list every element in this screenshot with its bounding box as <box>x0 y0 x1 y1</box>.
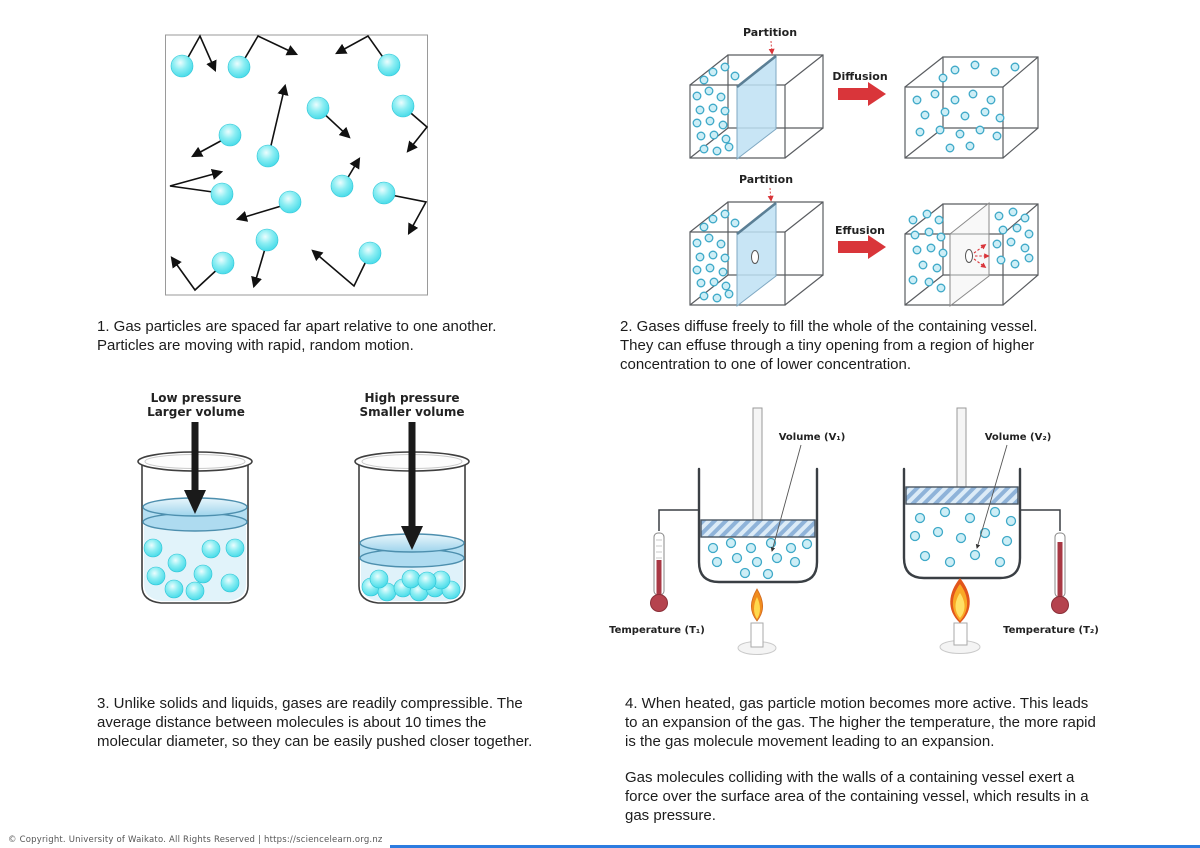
temperature-t1-label: Temperature (T₁) <box>609 625 705 636</box>
high-pressure-label-1: High pressure <box>364 391 460 405</box>
compressibility-diagram <box>105 386 515 626</box>
piston-rod <box>753 408 762 522</box>
random-motion-diagram <box>165 30 430 300</box>
diffusion-right-cube <box>905 57 1038 158</box>
caption-2: 2. Gases diffuse freely to fill the whole of the containing vessel. They can effuse through a tiny opening from a region of higher concentration to one of lower concentration. <box>620 318 1038 373</box>
diffusion-effusion-diagram <box>655 20 1095 310</box>
diffusion-left-cube <box>690 55 823 159</box>
candle-body <box>751 623 763 647</box>
partition-label-1: Partition <box>742 26 798 39</box>
high-pressure-beaker <box>355 422 469 603</box>
volume-v1-label: Volume (V₁) <box>778 432 846 443</box>
thermometer-link <box>1020 510 1060 531</box>
piston-plate <box>701 520 815 537</box>
caption-4-paragraph-2: Gas molecules colliding with the walls of a containing vessel exert a force over the surface area of the containing vessel, which results in a gas pressure. <box>625 769 1089 824</box>
effusion-hole <box>752 251 759 264</box>
temperature-t2-label: Temperature (T₂) <box>1003 625 1099 636</box>
caption-4-paragraph-1: 4. When heated, gas particle motion becomes more active. This leads to an expansion of the gas. The higher the temperature, the more rapid is the gas molecule movement leading to an expansion. <box>625 695 1096 750</box>
flame-icon <box>950 578 970 623</box>
burner-large <box>940 578 980 654</box>
flame-icon <box>751 589 762 621</box>
gas-particles <box>709 539 812 579</box>
volume-v2-label: Volume (V₂) <box>984 432 1052 443</box>
piston-force-arrow-icon <box>401 422 423 550</box>
caption-1: 1. Gas particles are spaced far apart relative to one another. Particles are moving with rapid, random motion. <box>97 318 497 354</box>
thermometer-link <box>659 510 699 531</box>
diffusion-arrow-icon <box>838 82 886 106</box>
high-pressure-label-2: Smaller volume <box>359 405 465 419</box>
gas-particles <box>911 508 1016 567</box>
apparatus-t1 <box>609 408 845 655</box>
effusion-arrow-icon <box>838 235 886 259</box>
copyright-notice: © Copyright. University of Waikato. All Rights Reserved | https://sciencelearn.org.nz <box>8 835 383 845</box>
low-pressure-beaker <box>138 422 252 603</box>
piston-plate <box>906 487 1018 504</box>
effusion-right-cube <box>905 203 1038 306</box>
low-pressure-label-2: Larger volume <box>147 405 245 419</box>
thermometer-icon <box>1052 533 1069 614</box>
effusion-hole-2 <box>966 250 973 263</box>
low-pressure-label-1: Low pressure <box>150 391 242 405</box>
burner-small <box>738 589 776 655</box>
thermometer-icon <box>651 533 668 612</box>
caption-4 <box>625 694 1103 842</box>
partition-pointer-1 <box>771 41 772 53</box>
effusion-label: Effusion <box>835 224 885 237</box>
effusion-left-cube <box>690 202 823 306</box>
piston-rod <box>957 408 966 488</box>
partition-label-2: Partition <box>738 173 794 186</box>
partition-pointer-2 <box>770 188 771 200</box>
candle-body <box>954 623 967 645</box>
diffusion-label: Diffusion <box>832 70 888 83</box>
caption-3: 3. Unlike solids and liquids, gases are readily compressible. The average distance between molecules is about 10 times the molecular diameter, so they can be easily pushed closer together. <box>97 695 533 750</box>
apparatus-t2 <box>904 408 1099 654</box>
heating-expansion-diagram <box>605 390 1110 670</box>
